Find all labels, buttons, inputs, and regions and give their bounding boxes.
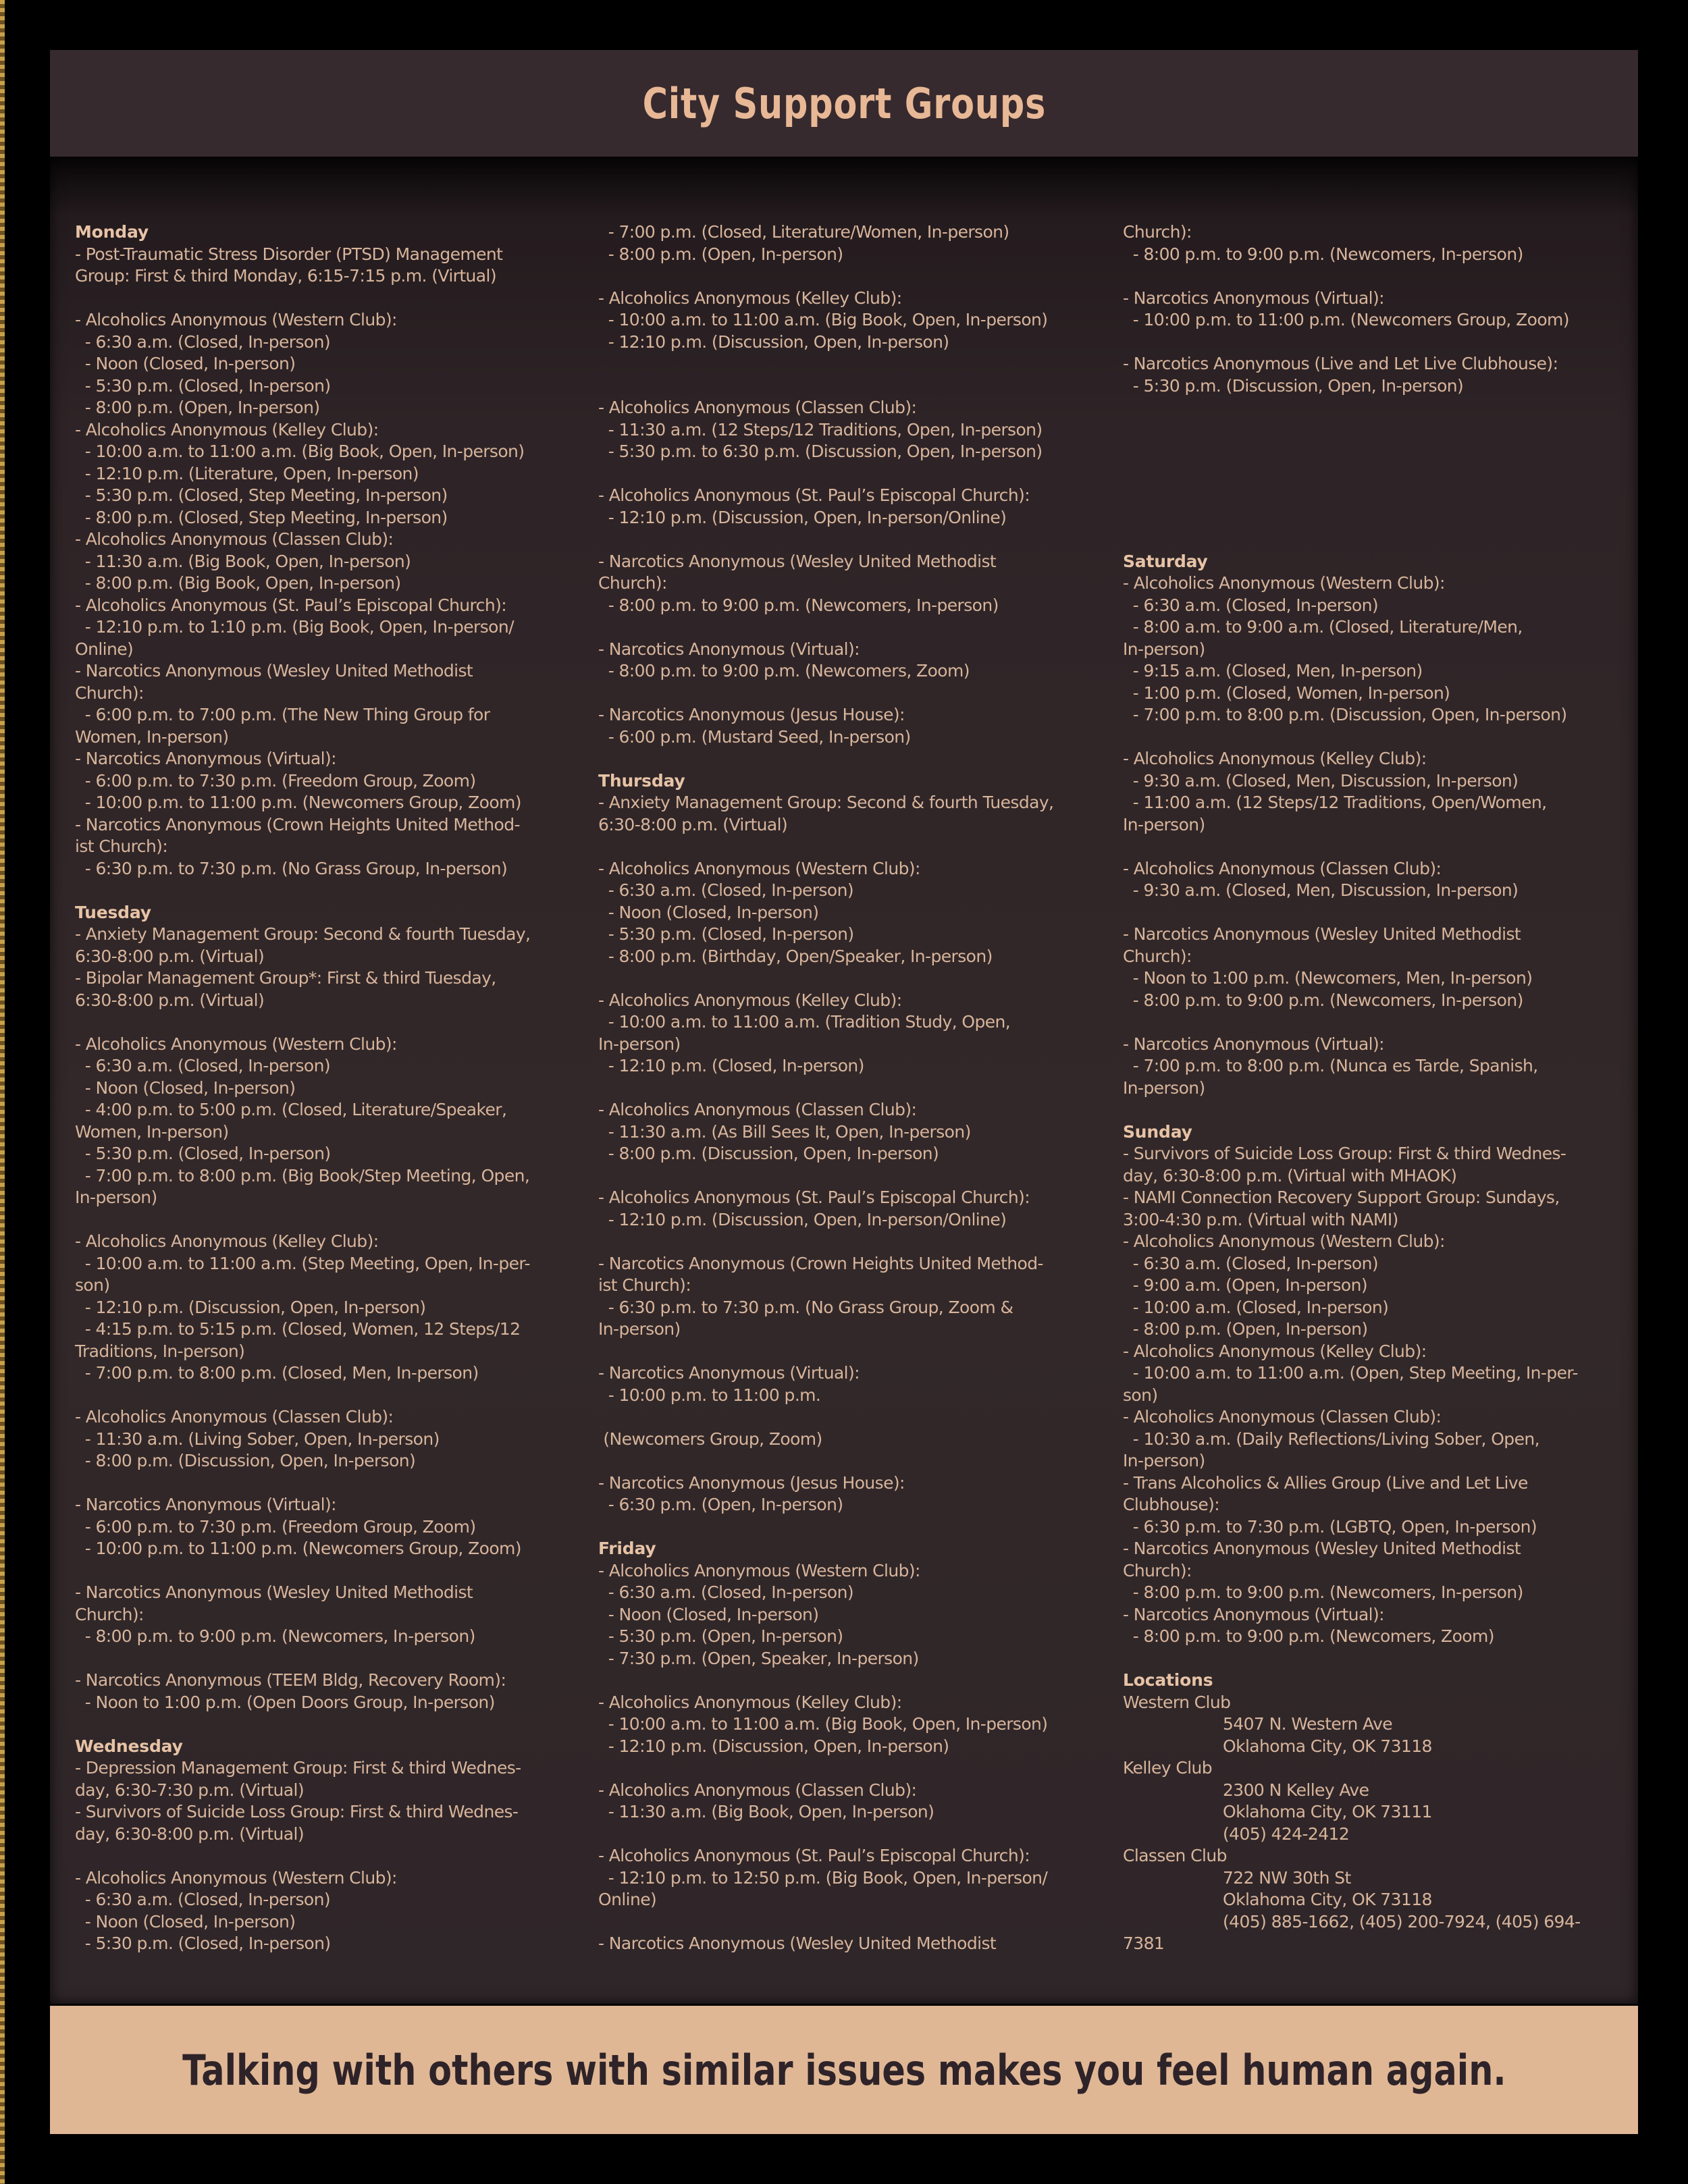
section-heading: Wednesday [75,1736,183,1756]
schedule-line: In-person) [598,1319,681,1339]
schedule-line: - Noon (Closed, In-person) [598,1604,819,1624]
schedule-line: - 6:30 a.m. (Closed, In-person) [75,1056,330,1075]
schedule-line: - 10:00 a.m. to 11:00 a.m. (Big Book, Open, In-person) [598,1714,1048,1734]
schedule-line: Group: First & third Monday, 6:15-7:15 p.m. (Virtual) [75,266,497,286]
schedule-line: - 6:30 p.m. to 7:30 p.m. (LGBTQ, Open, In-person) [1123,1516,1537,1537]
schedule-line: - Survivors of Suicide Loss Group: First & third Wednes- [75,1802,519,1821]
schedule-line: day, 6:30-8:00 p.m. (Virtual) [75,1823,304,1844]
section-heading: Saturday [1123,551,1208,571]
schedule-line: - 8:00 p.m. (Closed, Step Meeting, In-person) [75,507,448,527]
schedule-line: - NAMI Connection Recovery Support Group: Sundays, [1123,1188,1560,1207]
schedule-line: - Noon (Closed, In-person) [598,902,819,922]
schedule-line: - Bipolar Management Group*: First & third Tuesday, [75,968,496,988]
schedule-line: In-person) [598,1034,681,1054]
schedule-line: - Alcoholics Anonymous (Western Club): [1123,573,1445,593]
schedule-line: - 5:30 p.m. to 6:30 p.m. (Discussion, Open, In-person) [598,442,1043,461]
schedule-line: - Narcotics Anonymous (Crown Heights United Method- [598,1253,1043,1273]
spacer [1123,529,1609,551]
section-heading: Monday [75,222,149,242]
left-border-strip [0,0,5,2184]
schedule-line: - 11:30 a.m. (12 Steps/12 Traditions, Open, In-person) [598,419,1043,440]
schedule-line: - 6:30 a.m. (Closed, In-person) [598,880,853,900]
schedule-line: - Alcoholics Anonymous (Classen Club): [598,1780,917,1800]
schedule-line: - Depression Management Group: First & third Wednes- [75,1758,521,1778]
spacer [598,1231,1084,1253]
schedule-line: - 12:10 p.m. (Discussion, Open, In-person) [75,1297,426,1317]
schedule-line: Classen Club [1123,1846,1227,1865]
spacer [75,1209,561,1231]
spacer [598,529,1084,551]
spacer [598,1406,1084,1429]
schedule-line: - 8:00 p.m. (Open, In-person) [75,398,320,417]
spacer [75,1385,561,1407]
spacer [75,1011,561,1034]
schedule-line: - 6:30 a.m. (Closed, In-person) [75,331,330,352]
schedule-line: Church): [1123,1560,1192,1580]
section-heading: Thursday [598,770,685,791]
tagline: Talking with others with similar issues makes you feel human again. [182,2045,1506,2095]
schedule-line: - 10:00 p.m. to 11:00 p.m. [598,1385,821,1405]
schedule-line: - Alcoholics Anonymous (Kelley Club): [75,419,379,440]
section-heading: Sunday [1123,1121,1192,1142]
schedule-line: - 8:00 p.m. (Open, In-person) [598,244,843,264]
schedule-line: - Alcoholics Anonymous (Western Club): [598,858,920,878]
schedule-line: Church): [1123,946,1192,966]
schedule-line: - Alcoholics Anonymous (St. Paul’s Episcopal Church): [598,485,1030,505]
schedule-line: - Post-Traumatic Stress Disorder (PTSD) Management [75,244,503,264]
schedule-line: - 6:30 a.m. (Closed, In-person) [598,1582,853,1602]
schedule-line: - 11:30 a.m. (Big Book, Open, In-person) [75,551,411,571]
schedule-line: - 8:00 p.m. to 9:00 p.m. (Newcomers, Zoom) [598,661,970,681]
schedule-line: - Narcotics Anonymous (Virtual): [598,639,860,659]
title-banner [50,50,1638,157]
spacer [1123,507,1609,529]
address-line: Oklahoma City, OK 73118 [1223,1736,1432,1756]
schedule-line: Church): [75,683,144,703]
schedule-line: - Narcotics Anonymous (Wesley United Methodist [75,1582,473,1602]
schedule-line: - Narcotics Anonymous (Virtual): [598,1363,860,1383]
schedule-line: - Alcoholics Anonymous (St. Paul’s Episcopal Church): [598,1846,1030,1865]
schedule-line: - 8:00 p.m. (Discussion, Open, In-person) [75,1451,416,1470]
spacer [1123,836,1609,858]
schedule-line: - 8:00 p.m. (Discussion, Open, In-person) [598,1144,939,1163]
schedule-line: - 10:00 p.m. to 11:00 p.m. (Newcomers Group, Zoom) [1123,310,1569,329]
schedule-line: - Alcoholics Anonymous (Kelley Club): [598,288,902,308]
schedule-line: - 7:30 p.m. (Open, Speaker, In-person) [598,1648,919,1668]
spacer [598,1516,1084,1539]
spacer [598,748,1084,770]
schedule-line: - Narcotics Anonymous (Wesley United Methodist [1123,1539,1521,1558]
schedule-line: - 12:10 p.m. (Discussion, Open, In-person/Online) [598,507,1007,527]
schedule-line: - 12:10 p.m. to 1:10 p.m. (Big Book, Open, In-person/ [75,617,514,637]
address-line: (405) 424-2412 [1223,1823,1350,1844]
schedule-line: - Alcoholics Anonymous (Classen Club): [1123,1407,1442,1427]
schedule-line: - 8:00 p.m. to 9:00 p.m. (Newcomers, In-person) [1123,990,1523,1010]
schedule-line: - 10:00 a.m. to 11:00 a.m. (Open, Step Meeting, In-per- [1123,1363,1578,1383]
schedule-line: - Alcoholics Anonymous (St. Paul’s Episcopal Church): [75,595,507,615]
schedule-line: - 7:00 p.m. to 8:00 p.m. (Discussion, Open, In-person) [1123,705,1567,724]
address-line: 5407 N. Western Ave [1223,1714,1393,1734]
schedule-line: - 6:00 p.m. to 7:00 p.m. (The New Thing Group for [75,705,490,724]
section-heading: Friday [598,1539,656,1558]
schedule-line: - Narcotics Anonymous (Crown Heights United Method- [75,814,520,834]
schedule-line: - 9:15 a.m. (Closed, Men, In-person) [1123,661,1423,681]
address-line: (405) 885-1662, (405) 200-7924, (405) 694- [1223,1911,1581,1932]
schedule-line: - Survivors of Suicide Loss Group: First & third Wednes- [1123,1144,1566,1163]
schedule-line: - 8:00 p.m. (Big Book, Open, In-person) [75,573,401,593]
schedule-line: 6:30-8:00 p.m. (Virtual) [598,814,788,834]
schedule-line: ist Church): [75,836,168,856]
spacer [598,1341,1084,1363]
schedule-column-3 [1123,221,1609,1955]
schedule-line: son) [75,1275,110,1295]
schedule-line: - Narcotics Anonymous (Virtual): [75,1495,336,1514]
schedule-line: - 8:00 p.m. to 9:00 p.m. (Newcomers, In-person) [1123,1582,1523,1602]
schedule-line: - Narcotics Anonymous (Wesley United Methodist [598,1934,997,1953]
schedule-line: - Alcoholics Anonymous (St. Paul’s Episcopal Church): [598,1188,1030,1207]
spacer [75,880,561,902]
schedule-line: Women, In-person) [75,726,229,747]
schedule-line: - Narcotics Anonymous (Live and Let Live Clubhouse): [1123,354,1558,373]
schedule-line: - 9:00 a.m. (Open, In-person) [1123,1275,1367,1295]
spacer [1123,265,1609,288]
schedule-line: - 6:30 a.m. (Closed, In-person) [1123,595,1378,615]
schedule-line: - 4:00 p.m. to 5:00 p.m. (Closed, Literature/Speaker, [75,1100,507,1119]
schedule-line: - 8:00 p.m. to 9:00 p.m. (Newcomers, In-person) [598,595,999,615]
schedule-line: (Newcomers Group, Zoom) [598,1429,822,1449]
schedule-line: 6:30-8:00 p.m. (Virtual) [75,946,265,966]
schedule-line: - 10:00 a.m. to 11:00 a.m. (Big Book, Open, In-person) [75,442,525,461]
schedule-line: In-person) [1123,1077,1205,1098]
address-line: 2300 N Kelley Ave [1223,1780,1369,1800]
spacer [1123,441,1609,463]
schedule-line: - Alcoholics Anonymous (Classen Club): [598,398,917,417]
schedule-line: - Alcoholics Anonymous (Classen Club): [1123,858,1442,878]
schedule-line: 3:00-4:30 p.m. (Virtual with NAMI) [1123,1209,1398,1229]
schedule-line: - Alcoholics Anonymous (Kelley Club): [1123,749,1427,768]
spacer [1123,1099,1609,1121]
spacer [1123,463,1609,485]
tagline-banner [50,2006,1638,2134]
spacer [75,1713,561,1736]
schedule-line: - 12:10 p.m. (Literature, Open, In-person) [75,463,419,483]
spacer [598,463,1084,485]
schedule-line: - 10:00 a.m. to 11:00 a.m. (Step Meeting, Open, In-per- [75,1253,530,1273]
schedule-line: - 5:30 p.m. (Closed, In-person) [75,375,331,396]
schedule-line: - 9:30 a.m. (Closed, Men, Discussion, In-person) [1123,880,1519,900]
schedule-line: - Alcoholics Anonymous (Kelley Club): [75,1231,379,1251]
schedule-line: - 11:00 a.m. (12 Steps/12 Traditions, Open/Women, [1123,793,1547,812]
schedule-column-2 [598,221,1084,1955]
schedule-line: - Alcoholics Anonymous (Classen Club): [598,1100,917,1119]
section-heading: Tuesday [75,902,151,922]
address-line: Oklahoma City, OK 73111 [1223,1802,1432,1821]
schedule-line: - 12:10 p.m. (Closed, In-person) [598,1056,864,1075]
schedule-line: - Alcoholics Anonymous (Western Club): [75,310,397,329]
schedule-line: - 11:30 a.m. (Living Sober, Open, In-person) [75,1429,440,1449]
spacer [598,375,1084,398]
schedule-line: Church): [598,573,667,593]
spacer [1123,1648,1609,1670]
schedule-line: - Narcotics Anonymous (Wesley United Methodist [75,661,473,681]
spacer [1123,419,1609,442]
spacer [598,265,1084,288]
spacer [598,1077,1084,1100]
schedule-line: - 5:30 p.m. (Discussion, Open, In-person) [1123,375,1464,396]
schedule-line: Kelley Club [1123,1758,1213,1778]
schedule-line: son) [1123,1385,1158,1405]
spacer [1123,331,1609,354]
schedule-line: Online) [75,639,134,659]
schedule-line: - 7:00 p.m. to 8:00 p.m. (Nunca es Tarde, Spanish, [1123,1056,1538,1075]
schedule-line: - 9:30 a.m. (Closed, Men, Discussion, In-person) [1123,770,1519,791]
schedule-line: Church): [1123,222,1192,242]
schedule-line: - 12:10 p.m. to 12:50 p.m. (Big Book, Open, In-person/ [598,1867,1048,1888]
schedule-line: - Anxiety Management Group: Second & fourth Tuesday, [75,924,531,944]
schedule-line: - 8:00 p.m. to 9:00 p.m. (Newcomers, In-person) [75,1626,475,1646]
spacer [75,1560,561,1582]
schedule-line: - Anxiety Management Group: Second & fourth Tuesday, [598,793,1054,812]
schedule-line: Women, In-person) [75,1121,229,1142]
schedule-line: - 10:30 a.m. (Daily Reflections/Living Sober, Open, [1123,1429,1539,1449]
schedule-line: - 12:10 p.m. (Discussion, Open, In-person) [598,331,949,352]
schedule-line: - 11:30 a.m. (As Bill Sees It, Open, In-person) [598,1121,971,1142]
schedule-line: - Narcotics Anonymous (Wesley United Methodist [1123,924,1521,944]
schedule-column-1 [75,221,561,1955]
schedule-line: - 12:10 p.m. (Discussion, Open, In-person) [598,1736,949,1756]
schedule-line: Traditions, In-person) [75,1341,245,1361]
schedule-line: - Alcoholics Anonymous (Western Club): [75,1034,397,1054]
schedule-line: - Trans Alcoholics & Allies Group (Live and Let Live [1123,1472,1528,1493]
schedule-line: - Narcotics Anonymous (Virtual): [75,749,336,768]
schedule-line: - 5:30 p.m. (Closed, In-person) [75,1934,331,1953]
schedule-line: Western Club [1123,1692,1231,1712]
schedule-line: - 5:30 p.m. (Open, In-person) [598,1626,843,1646]
page-title: City Support Groups [642,78,1046,128]
schedule-line: - Alcoholics Anonymous (Classen Club): [75,529,394,549]
schedule-line: - 6:00 p.m. to 7:30 p.m. (Freedom Group, Zoom) [75,770,476,791]
schedule-line: - 5:30 p.m. (Closed, In-person) [598,924,854,944]
spacer [598,1911,1084,1934]
schedule-line: - 6:30 p.m. (Open, In-person) [598,1495,843,1514]
schedule-line: - 6:30 a.m. (Closed, In-person) [1123,1253,1378,1273]
schedule-line: - 8:00 a.m. to 9:00 a.m. (Closed, Literature/Men, [1123,617,1523,637]
schedule-line: - Noon (Closed, In-person) [75,1911,296,1932]
spacer [75,1472,561,1495]
schedule-line: - Narcotics Anonymous (Virtual): [1123,1034,1384,1054]
spacer [598,683,1084,705]
spacer [598,1670,1084,1692]
schedule-line: - 6:00 p.m. (Mustard Seed, In-person) [598,726,911,747]
schedule-line: Church): [75,1604,144,1624]
spacer [1123,1011,1609,1034]
schedule-line: - 7:00 p.m. (Closed, Literature/Women, In-person) [598,222,1009,242]
schedule-line: - Alcoholics Anonymous (Western Club): [1123,1231,1445,1251]
schedule-line: - 8:00 p.m. (Open, In-person) [1123,1319,1368,1339]
schedule-line: - 1:00 p.m. (Closed, Women, In-person) [1123,683,1450,703]
schedule-line: - Noon to 1:00 p.m. (Newcomers, Men, In-person) [1123,968,1533,988]
schedule-panel [50,157,1638,2004]
schedule-line: Clubhouse): [1123,1495,1220,1514]
schedule-line: - 10:00 a.m. (Closed, In-person) [1123,1297,1389,1317]
schedule-line: - 7:00 p.m. to 8:00 p.m. (Closed, Men, In-person) [75,1363,479,1383]
spacer [598,967,1084,990]
spacer [75,1648,561,1670]
spacer [598,1757,1084,1780]
schedule-line: - Narcotics Anonymous (Virtual): [1123,288,1384,308]
schedule-line: - 6:00 p.m. to 7:30 p.m. (Freedom Group, Zoom) [75,1516,476,1537]
spacer [598,353,1084,375]
schedule-line: - Alcoholics Anonymous (Kelley Club): [598,990,902,1010]
address-line: Oklahoma City, OK 73118 [1223,1890,1432,1909]
schedule-line: - Alcoholics Anonymous (Classen Club): [75,1407,394,1427]
schedule-line: - Noon (Closed, In-person) [75,354,296,373]
spacer [1123,726,1609,749]
spacer [598,1823,1084,1846]
spacer [1123,397,1609,419]
schedule-line: - Alcoholics Anonymous (Kelley Club): [598,1692,902,1712]
spacer [1123,902,1609,924]
schedule-line: - 10:00 p.m. to 11:00 p.m. (Newcomers Group, Zoom) [75,1539,521,1558]
schedule-line: ist Church): [598,1275,691,1295]
spacer [598,1450,1084,1472]
schedule-line: 6:30-8:00 p.m. (Virtual) [75,990,265,1010]
schedule-line: - 6:30 a.m. (Closed, In-person) [75,1890,330,1909]
schedule-line: - 7:00 p.m. to 8:00 p.m. (Big Book/Step Meeting, Open, [75,1165,530,1186]
schedule-line: In-person) [75,1188,157,1207]
spacer [598,836,1084,858]
schedule-line: - 12:10 p.m. (Discussion, Open, In-person/Online) [598,1209,1007,1229]
schedule-line: - Narcotics Anonymous (Virtual): [1123,1604,1384,1624]
schedule-line: - 4:15 p.m. to 5:15 p.m. (Closed, Women, 12 Steps/12 [75,1319,521,1339]
spacer [598,616,1084,639]
schedule-line: - 10:00 p.m. to 11:00 p.m. (Newcomers Group, Zoom) [75,793,521,812]
spacer [75,1845,561,1867]
schedule-line: - 5:30 p.m. (Closed, In-person) [75,1144,331,1163]
schedule-line: day, 6:30-7:30 p.m. (Virtual) [75,1780,304,1800]
schedule-line: In-person) [1123,814,1205,834]
schedule-line: - 10:00 a.m. to 11:00 a.m. (Tradition Study, Open, [598,1012,1011,1032]
schedule-line: - 10:00 a.m. to 11:00 a.m. (Big Book, Open, In-person) [598,310,1048,329]
schedule-line: - 8:00 p.m. (Birthday, Open/Speaker, In-person) [598,946,993,966]
schedule-line: - Alcoholics Anonymous (Kelley Club): [1123,1341,1427,1361]
schedule-line: - 11:30 a.m. (Big Book, Open, In-person) [598,1802,934,1821]
schedule-line: - Alcoholics Anonymous (Western Club): [75,1867,397,1888]
schedule-line: - Noon (Closed, In-person) [75,1077,296,1098]
section-heading: Locations [1123,1670,1213,1690]
schedule-line: - Narcotics Anonymous (TEEM Bldg, Recovery Room): [75,1670,506,1690]
schedule-line: - Narcotics Anonymous (Jesus House): [598,705,905,724]
spacer [1123,485,1609,507]
schedule-line: In-person) [1123,639,1205,659]
schedule-line: - 6:30 p.m. to 7:30 p.m. (No Grass Group, In-person) [75,858,508,878]
schedule-line: - 6:30 p.m. to 7:30 p.m. (No Grass Group, Zoom & [598,1297,1013,1317]
schedule-line: - Noon to 1:00 p.m. (Open Doors Group, In-person) [75,1692,495,1712]
schedule-line: day, 6:30-8:00 p.m. (Virtual with MHAOK) [1123,1165,1457,1186]
schedule-line: - 8:00 p.m. to 9:00 p.m. (Newcomers, In-person) [1123,244,1523,264]
schedule-line: 7381 [1123,1934,1165,1953]
schedule-line: - Alcoholics Anonymous (Western Club): [598,1560,920,1580]
address-line: 722 NW 30th St [1223,1867,1351,1888]
spacer [75,288,561,310]
schedule-line: In-person) [1123,1451,1205,1470]
schedule-line: - Narcotics Anonymous (Jesus House): [598,1472,905,1493]
schedule-line: - 8:00 p.m. to 9:00 p.m. (Newcomers, Zoom) [1123,1626,1494,1646]
schedule-line: - Narcotics Anonymous (Wesley United Methodist [598,551,997,571]
schedule-line: Online) [598,1890,657,1909]
spacer [598,1165,1084,1188]
schedule-line: - 5:30 p.m. (Closed, Step Meeting, In-person) [75,485,448,505]
